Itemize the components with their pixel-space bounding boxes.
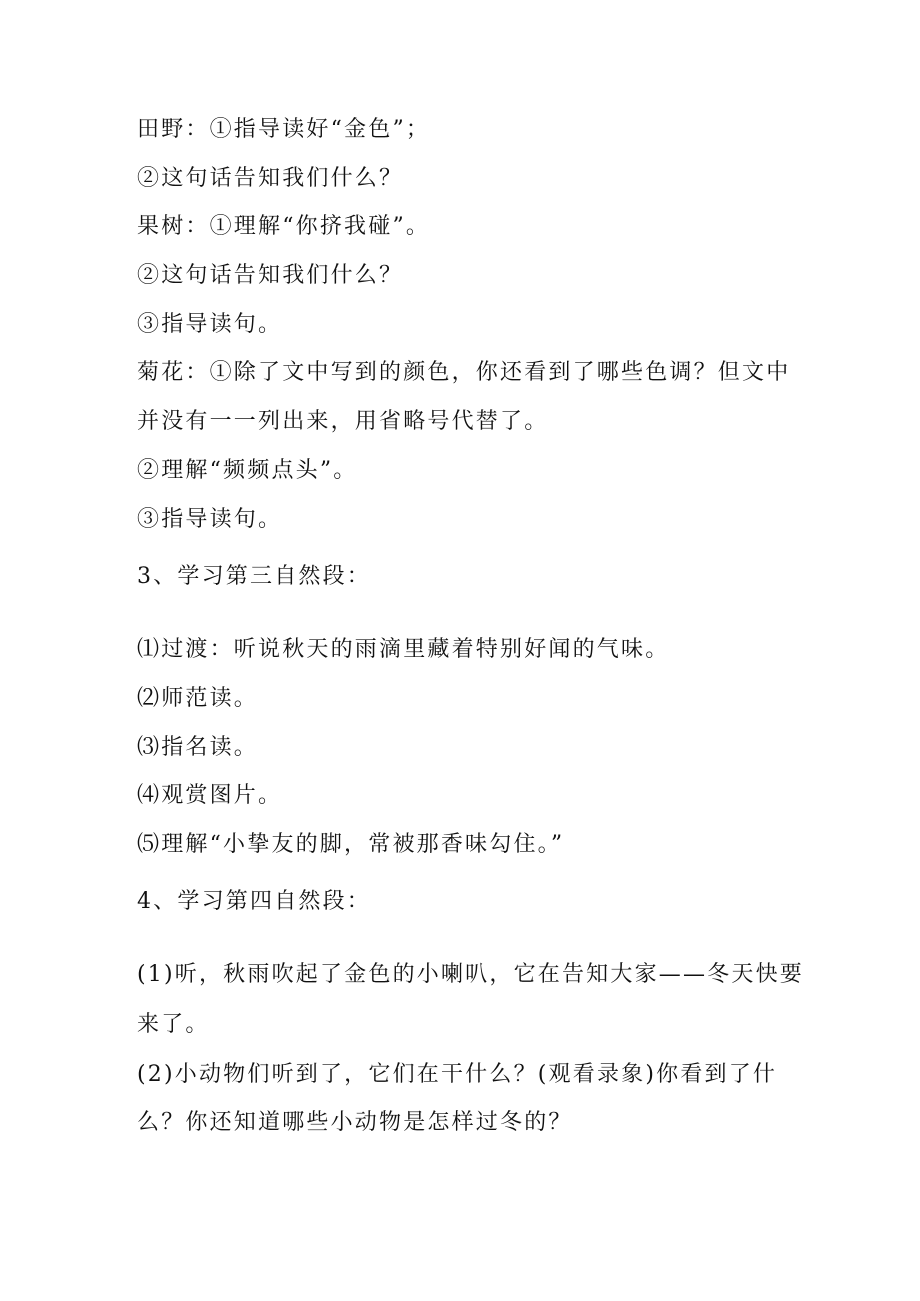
text-line: 来了。 [137,1012,210,1037]
text-line: ⑴过渡：听说秋天的雨滴里藏着特别好闻的气味。 [137,637,670,662]
text-line: ②这句话告知我们什么？ [137,263,404,288]
text-line: ⑷观赏图片。 [137,783,283,808]
section-heading: 3、学习第三自然段： [137,564,371,589]
text-line: ⑸理解“小挚友的脚，常被那香味勾住。” [137,832,565,857]
text-line: ②理解“频频点头”。 [137,458,358,483]
text-line: (1)听，秋雨吹起了金色的小喇叭，它在告知大家——冬天快要 [137,962,804,987]
text-line: 果树：①理解“你挤我碰”。 [137,214,431,239]
text-line: ③指导读句。 [137,507,283,532]
text-line: ③指导读句。 [137,312,283,337]
text-line: 菊花：①除了文中写到的颜色，你还看到了哪些色调？但文中 [137,360,791,385]
section-heading: 4、学习第四自然段： [137,889,371,914]
text-line: (2)小动物们听到了，它们在干什么？(观看录象)你看到了什 [137,1062,778,1087]
text-line: 么？你还知道哪些小动物是怎样过冬的？ [137,1110,573,1135]
text-line: 并没有一一列出来，用省略号代替了。 [137,409,549,434]
text-line: ⑶指名读。 [137,735,259,760]
text-line: ②这句话告知我们什么？ [137,166,404,191]
text-line: 田野：①指导读好“金色”； [137,117,431,142]
text-line: ⑵师范读。 [137,686,259,711]
